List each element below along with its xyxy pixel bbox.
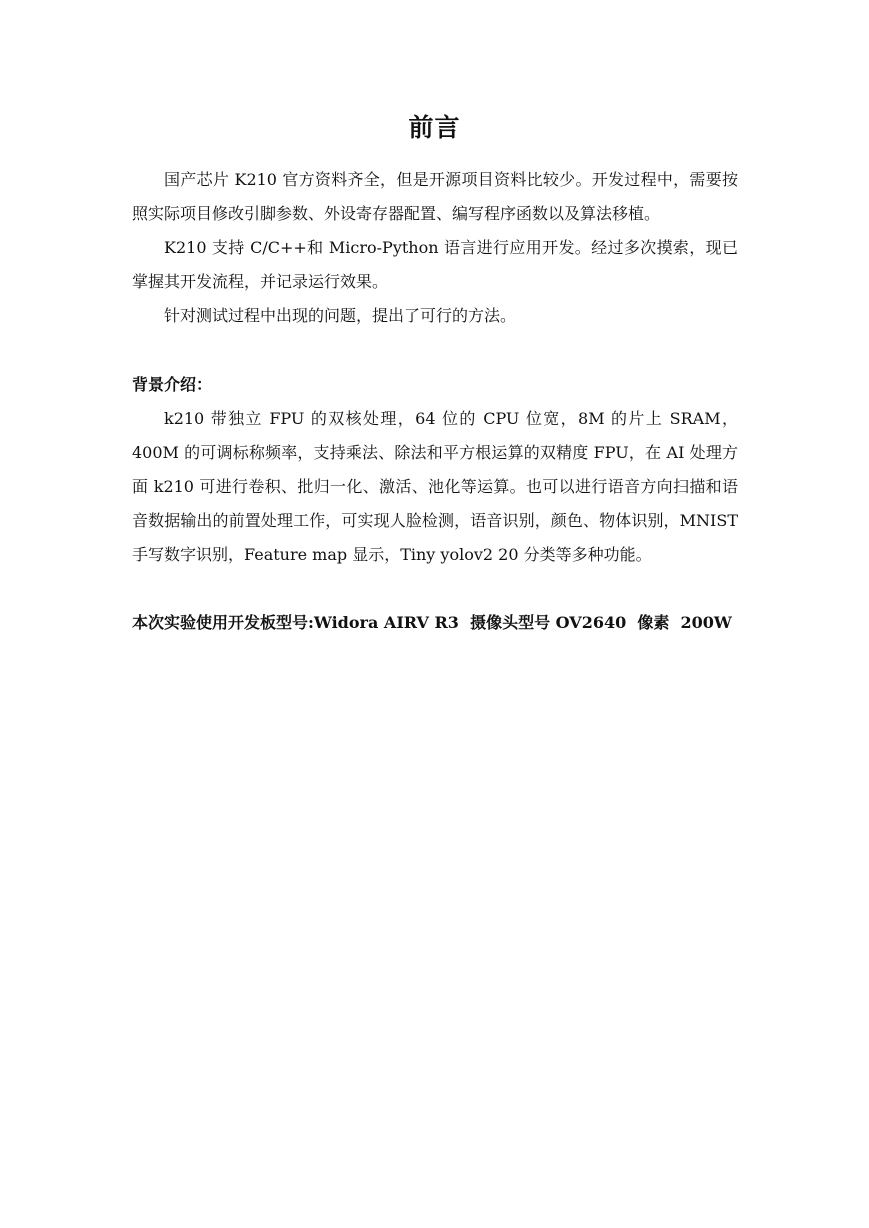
background-paragraph: k210 带独立 FPU 的双核处理，64 位的 CPU 位宽，8M 的片上 SRAM，400M 的可调标称频率，支持乘法、除法和平方根运算的双精度 FPU，在 AI 处理方面 k210 可进行卷积、批归一化、激活、池化等运算。也可以进行语音方向扫描和语音数据输出的前置处理工作，可实现人脸检测，语音识别，颜色、物体识别，MNIST 手写数字识别，Feature map 显示，Tiny yolov2 20 分类等多种功能。 xyxy=(132,409,738,564)
intro-section xyxy=(132,163,738,333)
intro-paragraph: 针对测试过程中出现的问题，提出了可行的方法。 xyxy=(164,306,517,325)
background-heading: 背景介绍： xyxy=(132,375,213,394)
intro-paragraph: K210 支持 C/C++和 Micro-Python 语言进行应用开发。经过多次摸索，现已掌握其开发流程，并记录运行效果。 xyxy=(132,238,738,291)
background-section xyxy=(132,402,738,572)
page-title: 前言 xyxy=(408,113,461,142)
intro-paragraph: 国产芯片 K210 官方资料齐全，但是开源项目资料比较少。开发过程中，需要按照实际项目修改引脚参数、外设寄存器配置、编写程序函数以及算法移植。 xyxy=(132,170,738,223)
board-info-line: 本次实验使用开发板型号:Widora AIRV R3 摄像头型号 OV2640 像素 200W xyxy=(132,613,732,632)
